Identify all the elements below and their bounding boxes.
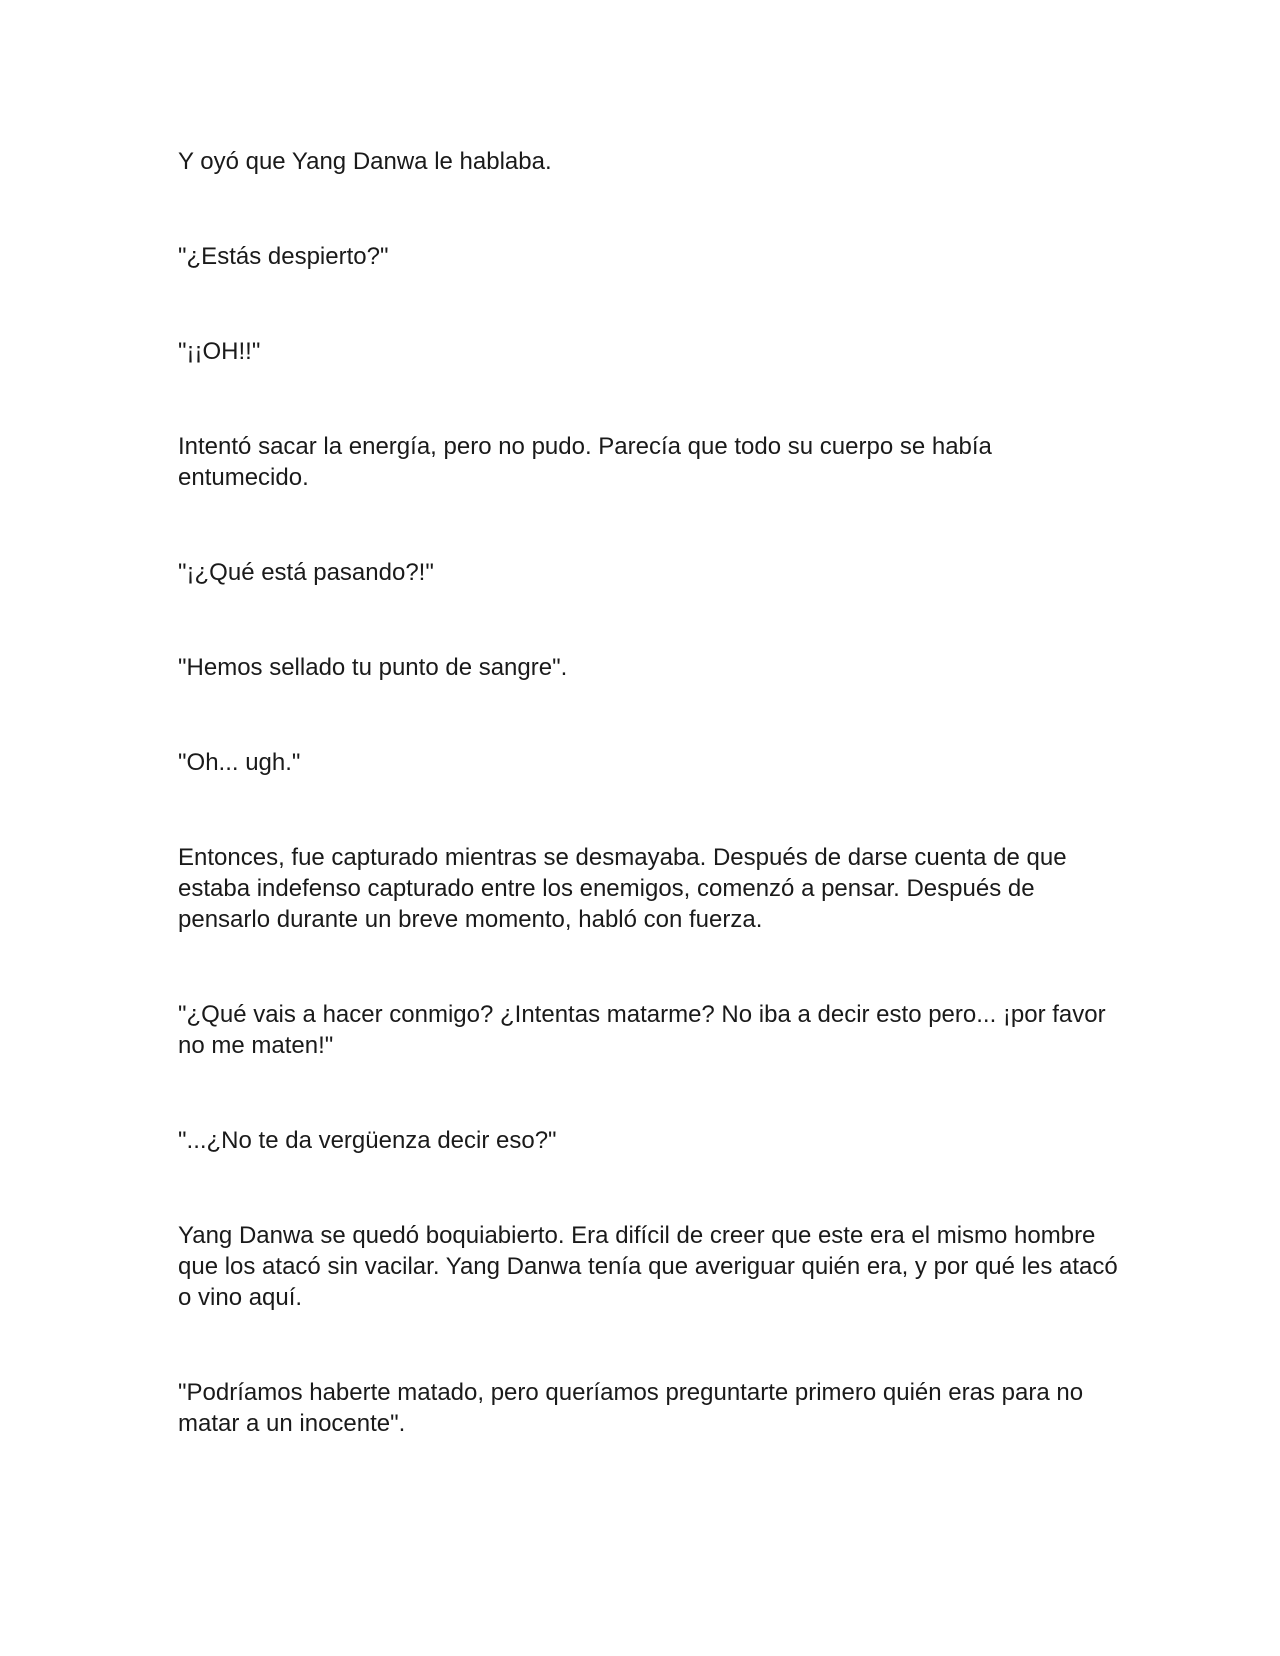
paragraph: Yang Danwa se quedó boquiabierto. Era difícil de creer que este era el mismo hombre que los atacó sin vacilar. Yang Danwa tenía que averiguar quién era, y por qué les atacó o vino aquí.: [178, 1222, 1118, 1311]
paragraph-gap: [178, 272, 1118, 336]
document-body: [178, 146, 1118, 1439]
paragraph-gap: [178, 935, 1118, 999]
paragraph: "¿Estás despierto?": [178, 243, 389, 270]
paragraph: "Podríamos haberte matado, pero queríamos preguntarte primero quién eras para no matar a un inocente".: [178, 1379, 1084, 1437]
paragraph: "Hemos sellado tu punto de sangre".: [178, 654, 568, 681]
paragraph: "Oh... ugh.": [178, 749, 301, 776]
paragraph: Y oyó que Yang Danwa le hablaba.: [178, 148, 552, 175]
paragraph-gap: [178, 1061, 1118, 1125]
paragraph-gap: [178, 1313, 1118, 1377]
paragraph: "¡¡OH!!": [178, 338, 261, 365]
paragraph: "...¿No te da vergüenza decir eso?": [178, 1127, 557, 1154]
paragraph: "¿Qué vais a hacer conmigo? ¿Intentas matarme? No iba a decir esto pero... ¡por favor no me maten!": [178, 1001, 1106, 1059]
paragraph-gap: [178, 1156, 1118, 1220]
paragraph: Intentó sacar la energía, pero no pudo. Parecía que todo su cuerpo se había entumecido.: [178, 433, 992, 491]
paragraph-gap: [178, 683, 1118, 747]
paragraph-gap: [178, 588, 1118, 652]
paragraph: Entonces, fue capturado mientras se desmayaba. Después de darse cuenta de que estaba indefenso capturado entre los enemigos, comenzó a pensar. Después de pensarlo durante un breve momento, habló con fuerza.: [178, 844, 1067, 933]
paragraph-gap: [178, 367, 1118, 431]
paragraph-gap: [178, 177, 1118, 241]
paragraph-gap: [178, 493, 1118, 557]
paragraph: "¡¿Qué está pasando?!": [178, 559, 434, 586]
paragraph-gap: [178, 778, 1118, 842]
